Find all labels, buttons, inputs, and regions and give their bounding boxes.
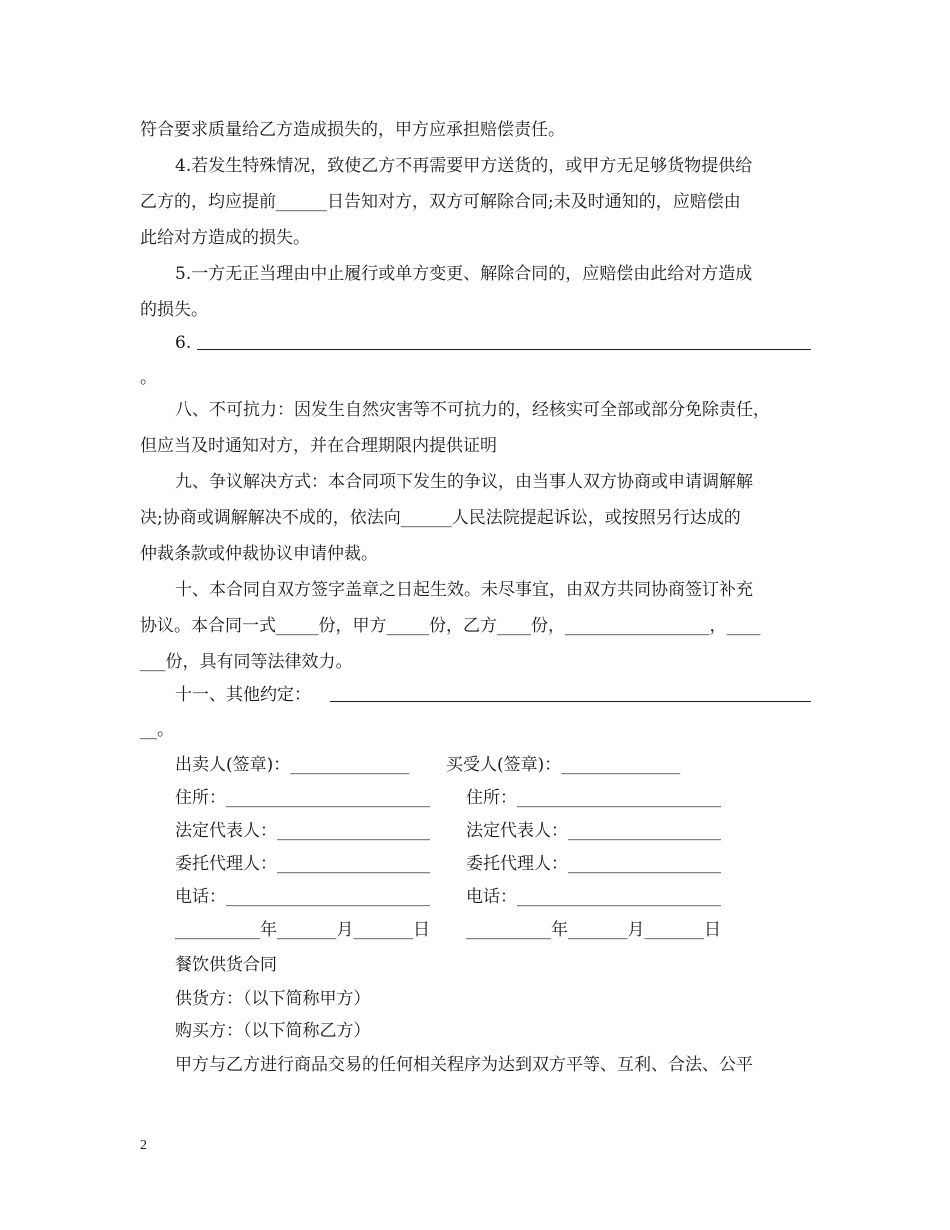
buyer-line: 购买方：（以下简称乙方） <box>175 1021 371 1041</box>
paragraph-line: 6. <box>175 333 192 353</box>
address-right: 住所：________________________ <box>466 788 721 808</box>
address-left: 住所：________________________ <box>175 788 430 808</box>
paragraph-line: 。 <box>140 368 157 388</box>
paragraph-line: __。 <box>140 720 174 740</box>
paragraph-line: 九、争议解决方式：本合同项下发生的争议，由当事人双方协商或申请调解解 <box>175 472 753 492</box>
paragraph-line: ___份，具有同等法律效力。 <box>140 652 353 672</box>
date-left: __________年_______月_______日 <box>175 920 430 940</box>
paragraph-line: 但应当及时通知对方，并在合理期限内提供证明 <box>140 436 497 456</box>
legal-rep-right: 法定代表人：__________________ <box>466 821 721 841</box>
paragraph-line: 乙方的，均应提前______日告知对方，双方可解除合同;未及时通知的，应赔偿由 <box>140 192 741 212</box>
signature-seller: 出卖人(签章)：______________ <box>175 755 410 775</box>
legal-rep-left: 法定代表人：__________________ <box>175 821 430 841</box>
phone-left: 电话：________________________ <box>175 887 430 907</box>
paragraph-line: 八、不可抗力：因发生自然灾害等不可抗力的，经核实可全部或部分免除责任， <box>175 400 770 420</box>
supplier-line: 供货方：（以下简称甲方） <box>175 989 371 1009</box>
paragraph-line: 此给对方造成的损失。 <box>140 228 310 248</box>
contract-title: 餐饮供货合同 <box>175 955 277 975</box>
paragraph-line: 仲裁条款或仲裁协议申请仲裁。 <box>140 544 378 564</box>
page-number: 2 <box>140 1138 147 1153</box>
paragraph-line: 符合要求质量给乙方造成损失的，甲方应承担赔偿责任。 <box>140 120 565 140</box>
paragraph-line: 十一、其他约定： <box>175 685 311 705</box>
paragraph-line: 决;协商或调解解决不成的，依法向______人民法院提起诉讼，或按照另行达成的 <box>140 508 741 528</box>
paragraph-line: 的损失。 <box>140 300 208 320</box>
signature-buyer: 买受人(签章)：______________ <box>446 755 681 775</box>
agent-left: 委托代理人：__________________ <box>175 854 430 874</box>
paragraph-line: 十、本合同自双方签字盖章之日起生效。未尽事宜，由双方共同协商签订补充 <box>175 580 753 600</box>
blank-fill-line <box>330 701 811 702</box>
paragraph-line: 4.若发生特殊情况，致使乙方不再需要甲方送货的，或甲方无足够货物提供给 <box>175 156 753 176</box>
blank-fill-line <box>197 349 811 350</box>
intro-line: 甲方与乙方进行商品交易的任何相关程序为达到双方平等、互利、合法、公平 <box>175 1055 753 1075</box>
paragraph-line: 协议。本合同一式_____份，甲方_____份，乙方____份，_________________，____ <box>140 616 761 636</box>
agent-right: 委托代理人：__________________ <box>466 854 721 874</box>
phone-right: 电话：________________________ <box>466 887 721 907</box>
paragraph-line: 5.一方无正当理由中止履行或单方变更、解除合同的，应赔偿由此给对方造成 <box>175 264 753 284</box>
date-right: __________年_______月_______日 <box>466 920 721 940</box>
